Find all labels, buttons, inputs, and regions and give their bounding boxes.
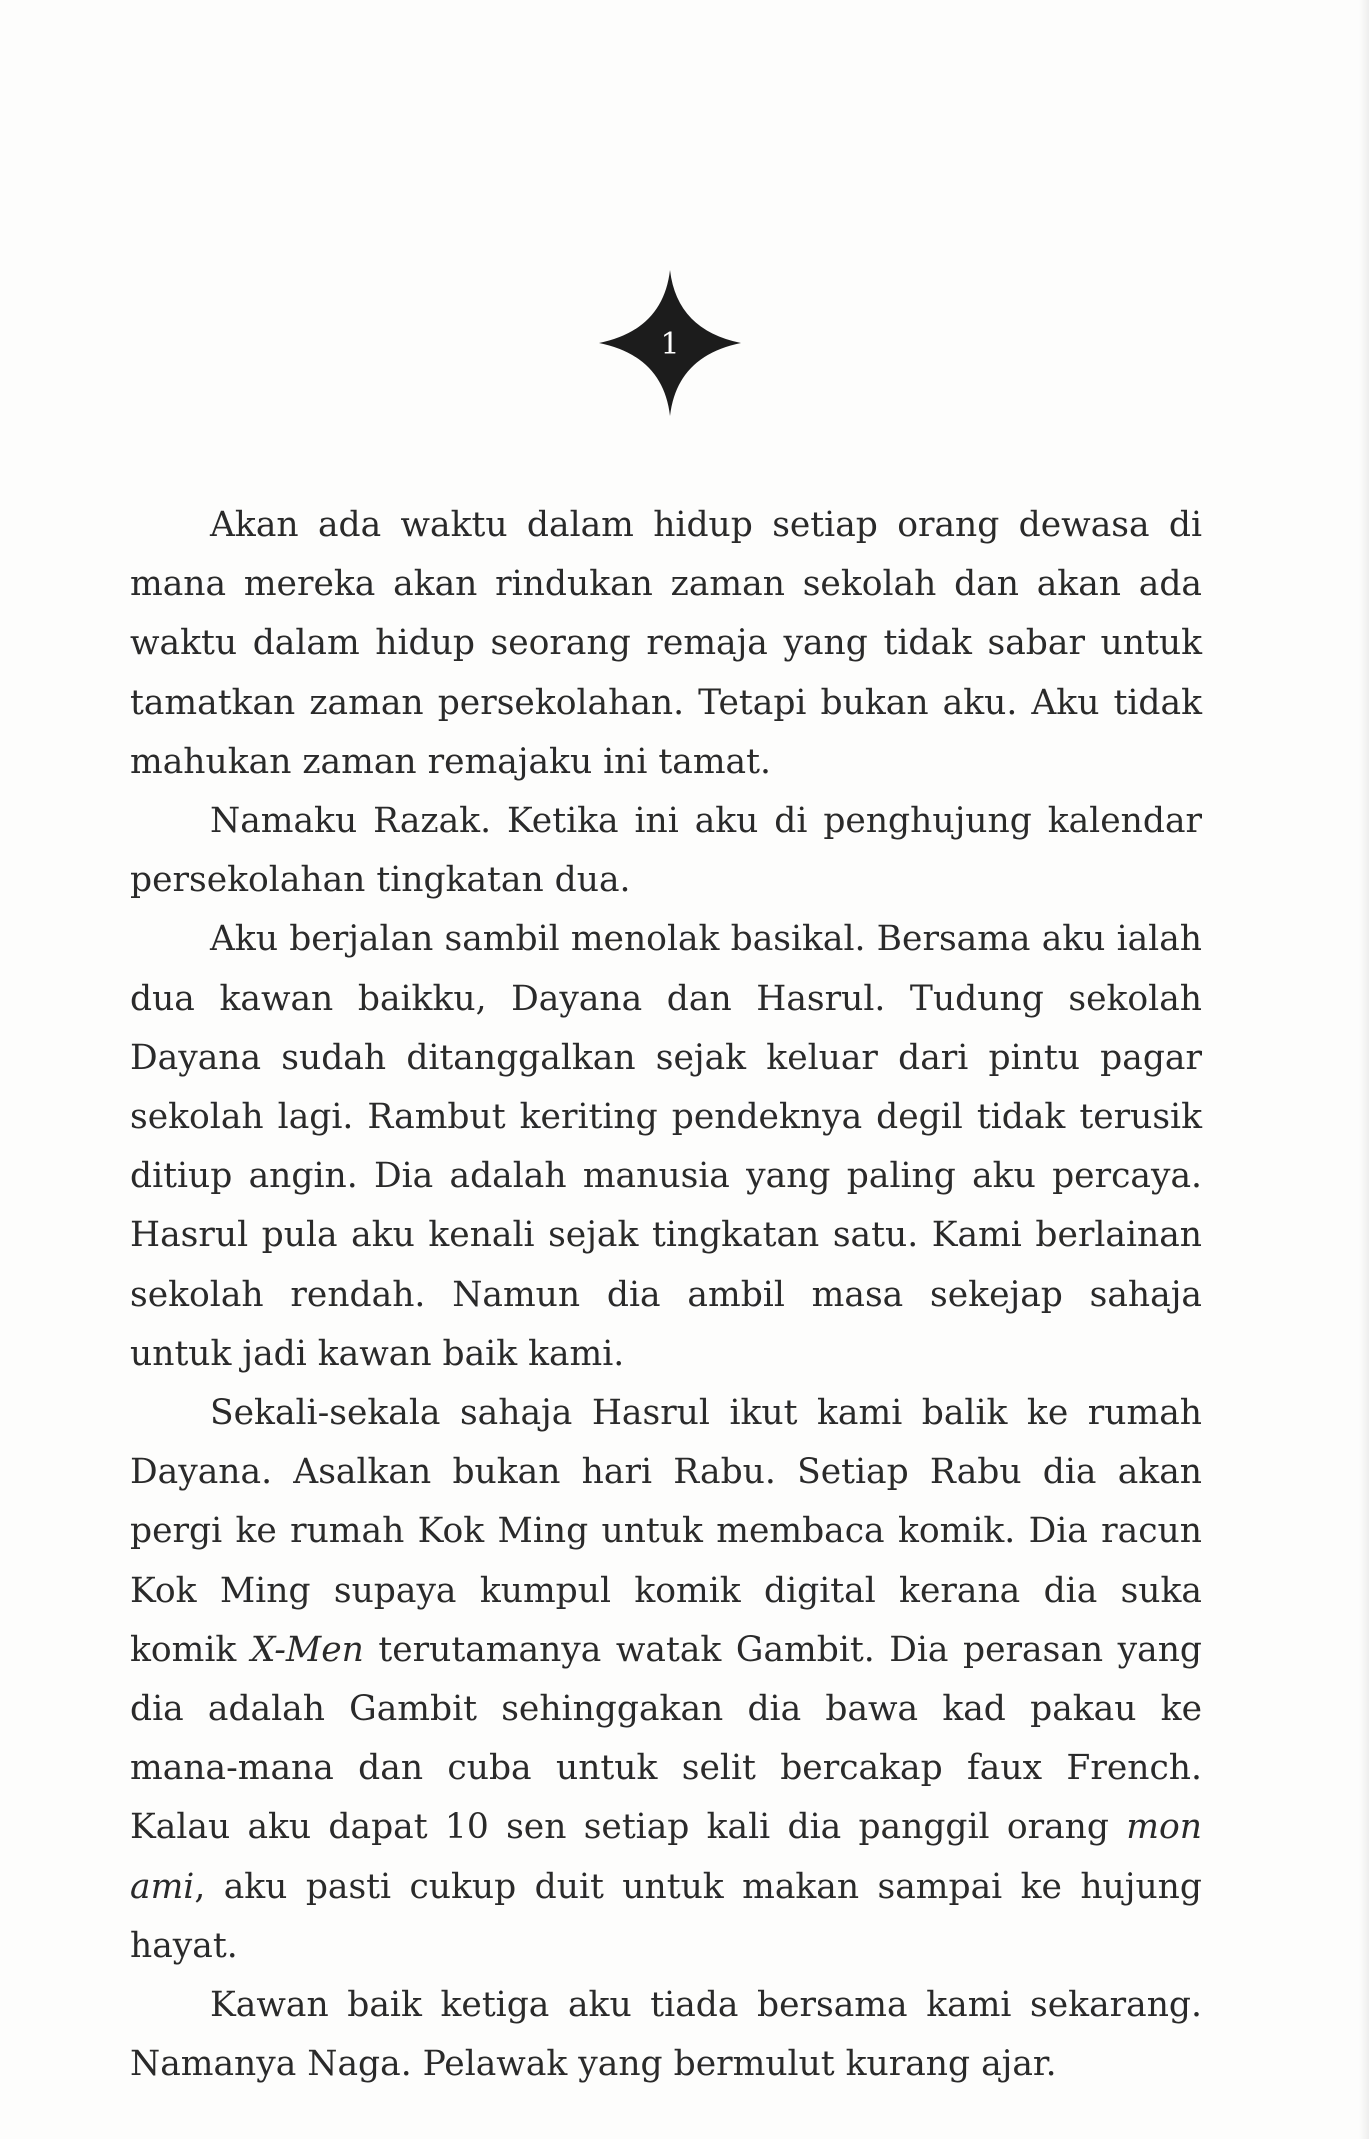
paragraph-4	[130, 1384, 1202, 1976]
page-edge-shadow	[1359, 0, 1369, 2139]
paragraph-4-part-2: terutamanya watak Gambit. Dia perasan yang dia adalah Gambit sehinggakan dia bawa kad pakau ke mana-mana dan cuba untuk selit bercakap faux French. Kalau aku dapat 10 sen setiap kali dia panggil orang	[130, 1629, 1202, 1848]
chapter-body	[130, 496, 1202, 2094]
chapter-number: 1	[660, 327, 680, 362]
paragraph-1: Akan ada waktu dalam hidup setiap orang dewasa di mana mereka akan rindukan zaman sekolah dan akan ada waktu dalam hidup seorang remaja yang tidak sabar untuk tamatkan zaman persekolahan. Tetapi bukan aku. Aku tidak mahukan zaman remajaku ini tamat.	[130, 505, 1202, 782]
paragraph-4-part-1: Sekali-sekala sahaja Hasrul ikut kami balik ke rumah Dayana. Asalkan bukan hari Rabu. Setiap Rabu dia akan pergi ke rumah Kok Ming untuk membaca komik. Dia racun Kok Ming supaya kumpul komik digital kerana dia suka komik	[130, 1393, 1202, 1670]
italic-title-x-men: X-Men	[250, 1629, 364, 1670]
chapter-marker	[595, 268, 745, 418]
four-point-star-icon	[595, 268, 745, 418]
paragraph-5: Kawan baik ketiga aku tiada bersama kami sekarang. Namanya Naga. Pelawak yang bermulut kurang ajar.	[130, 1985, 1202, 2085]
paragraph-4-part-3: , aku pasti cukup duit untuk makan sampai ke hujung hayat.	[130, 1866, 1202, 1966]
paragraph-3: Aku berjalan sambil menolak basikal. Bersama aku ialah dua kawan baikku, Dayana dan Hasrul. Tudung sekolah Dayana sudah ditanggalkan sejak keluar dari pintu pagar sekolah lagi. Rambut keriting pendeknya degil tidak terusik ditiup angin. Dia adalah manusia yang paling aku percaya. Hasrul pula aku kenali sejak tingkatan satu. Kami berlainan sekolah rendah. Namun dia ambil masa sekejap sahaja untuk jadi kawan baik kami.	[130, 919, 1202, 1374]
italic-phrase-mon-ami: mon ami	[130, 1807, 1202, 1907]
paragraph-2: Namaku Razak. Ketika ini aku di penghujung kalendar persekolahan tingkatan dua.	[130, 801, 1202, 901]
